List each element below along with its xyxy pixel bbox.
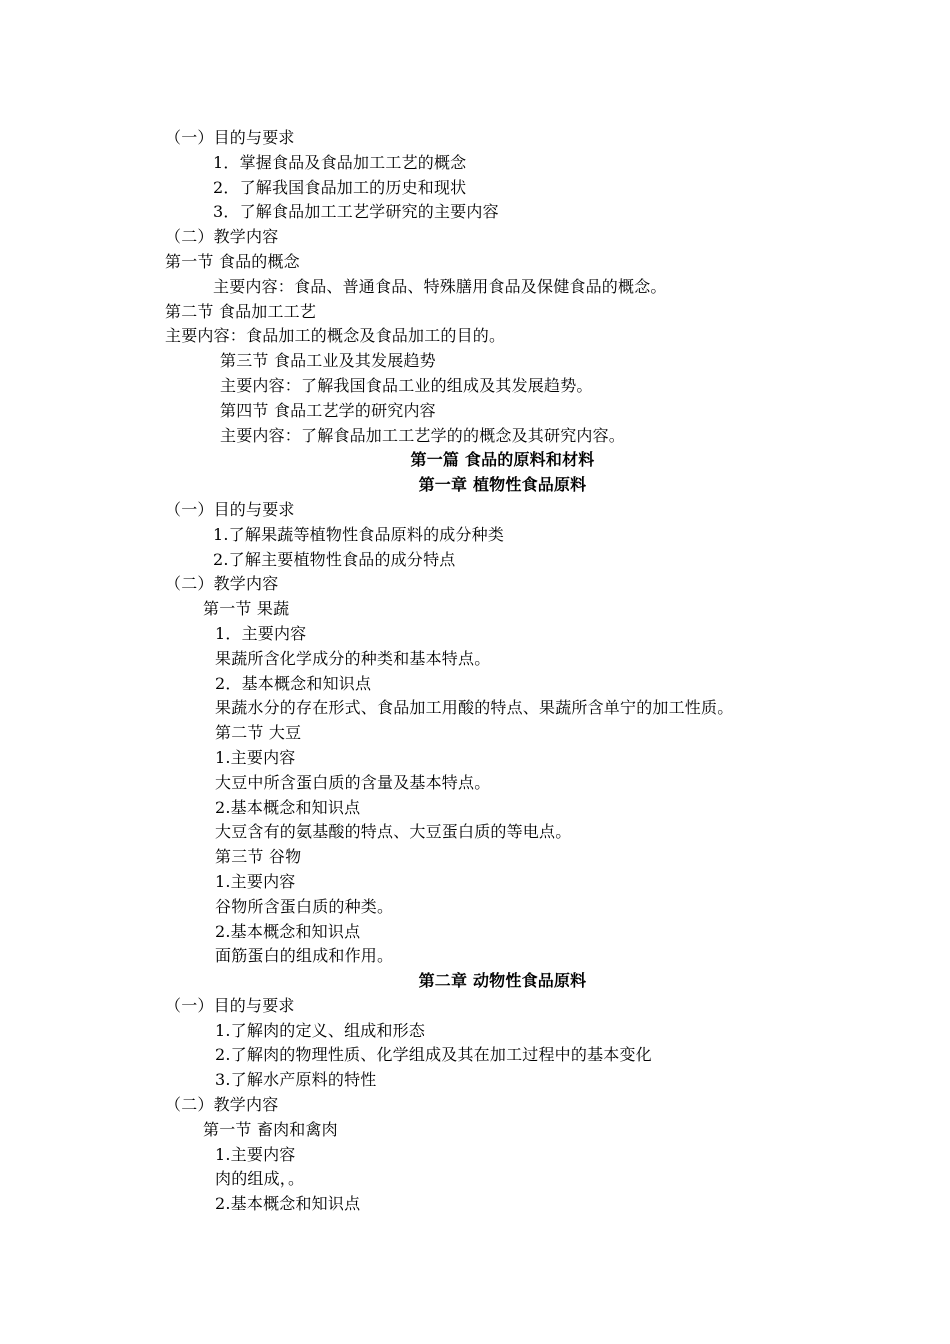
text-line: 2.基本概念和知识点 (215, 797, 361, 817)
text-line: 第一节 畜肉和禽肉 (203, 1119, 338, 1139)
text-line: 大豆中所含蛋白质的含量及基本特点。 (215, 772, 491, 792)
text-line: （一）目的与要求 (165, 128, 295, 147)
text-line: 面筋蛋白的组成和作用。 (215, 946, 394, 966)
text-line: 第三节 食品工业及其发展趋势 (220, 351, 436, 371)
text-line: 2.基本概念和知识点 (215, 921, 361, 941)
text-line: 第二节 食品加工工艺 (165, 301, 317, 321)
text-line: 3．了解食品加工工艺学研究的主要内容 (213, 202, 499, 222)
text-line: （一）目的与要求 (165, 995, 295, 1015)
text-line: 谷物所含蛋白质的种类。 (215, 896, 394, 916)
text-line: 果蔬所含化学成分的种类和基本特点。 (215, 648, 491, 668)
text-line: 第三节 谷物 (215, 847, 302, 867)
text-line: 主要内容：食品加工的概念及食品加工的目的。 (165, 326, 506, 346)
text-line: 第一节 果蔬 (203, 599, 290, 619)
text-line: （二）教学内容 (165, 227, 279, 247)
text-line: （一）目的与要求 (165, 499, 295, 519)
heading-line: 第二章 动物性食品原料 (418, 971, 587, 991)
text-line: 1.了解果蔬等植物性食品原料的成分种类 (213, 524, 505, 544)
text-line: 第四节 食品工艺学的研究内容 (220, 400, 436, 420)
text-line: 2．基本概念和知识点 (215, 673, 372, 693)
text-line: 1.了解肉的定义、组成和形态 (215, 1020, 426, 1040)
text-line: 2.了解肉的物理性质、化学组成及其在加工过程中的基本变化 (215, 1045, 652, 1065)
text-line: 2.基本概念和知识点 (215, 1194, 361, 1214)
document-page (0, 126, 950, 1217)
heading-line: 第一篇 食品的原料和材料 (410, 450, 595, 470)
text-line: 2．了解我国食品加工的历史和现状 (213, 177, 467, 197)
text-line: 主要内容：食品、普通食品、特殊膳用食品及保健食品的概念。 (213, 276, 667, 296)
text-line: 1.主要内容 (215, 871, 296, 891)
text-line: 大豆含有的氨基酸的特点、大豆蛋白质的等电点。 (215, 822, 572, 842)
text-line: 3.了解水产原料的特性 (215, 1070, 377, 1090)
text-line: 1．掌握食品及食品加工工艺的概念 (213, 152, 467, 172)
text-line: 主要内容：了解食品加工工艺学的的概念及其研究内容。 (220, 425, 626, 445)
text-line: 肉的组成，。 (215, 1169, 305, 1189)
text-line: 1.主要内容 (215, 1144, 296, 1164)
text-line: 2.了解主要植物性食品的成分特点 (213, 549, 456, 569)
text-line: 果蔬水分的存在形式、食品加工用酸的特点、果蔬所含单宁的加工性质。 (215, 698, 734, 718)
heading-line: 第一章 植物性食品原料 (418, 475, 587, 495)
text-line: 第二节 大豆 (215, 723, 302, 743)
text-line: （二）教学内容 (165, 574, 279, 594)
text-line: 1.主要内容 (215, 747, 296, 767)
text-line: 第一节 食品的概念 (165, 251, 300, 271)
text-line: （二）教学内容 (165, 1095, 279, 1115)
text-line: 1．主要内容 (215, 623, 307, 643)
text-line: 主要内容：了解我国食品工业的组成及其发展趋势。 (220, 375, 593, 395)
